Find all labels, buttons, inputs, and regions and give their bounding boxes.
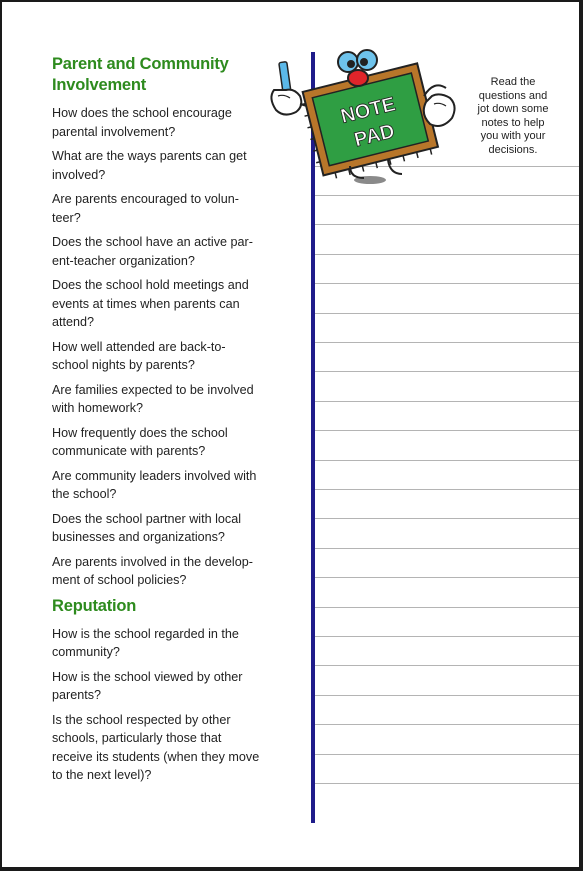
notepad-board [299, 63, 440, 182]
question-line: Are parents involved in the develop- [52, 554, 253, 569]
question-line: How is the school regarded in the [52, 626, 239, 641]
question-line: receive its students (when they move [52, 749, 260, 764]
note-line [315, 489, 579, 490]
question-item [52, 467, 280, 504]
question-line: communicate with parents? [52, 444, 206, 458]
question-line: Does the school have an active par- [52, 235, 253, 249]
note-line [315, 283, 579, 284]
question-line: with homework? [52, 401, 143, 415]
question-item [52, 104, 280, 141]
question-line: involved? [52, 167, 106, 182]
note-line [315, 224, 579, 225]
note-line [315, 460, 579, 461]
question-item [52, 147, 280, 184]
note-line [315, 371, 579, 372]
note-line [315, 577, 579, 578]
question-line: ment of school policies? [52, 573, 187, 587]
question-item [52, 711, 280, 785]
question-line: Is the school respected by other [52, 712, 231, 727]
instruction-line: questions and [478, 89, 548, 102]
question-item [52, 190, 280, 227]
right-glove-icon [424, 85, 455, 126]
question-item [52, 381, 280, 418]
note-line [315, 783, 579, 784]
heading-line: Involvement [52, 76, 147, 94]
note-line [315, 695, 579, 696]
question-line: Are parents encouraged to volun- [52, 192, 239, 206]
question-line: schools, particularly those that [52, 731, 222, 745]
note-line [315, 401, 579, 402]
instruction-line: notes to help [481, 116, 545, 129]
question-line: Are families expected to be involved [52, 382, 254, 397]
question-item [52, 510, 280, 547]
instruction-line: Read the [490, 76, 536, 88]
question-column [52, 54, 280, 791]
question-item [52, 338, 280, 375]
question-line: How is the school viewed by other [52, 669, 243, 684]
section-heading-reputation [52, 596, 280, 617]
note-line [315, 342, 579, 343]
question-line: businesses and organizations? [52, 530, 225, 544]
question-item [52, 625, 280, 662]
question-line: Are community leaders involved with [52, 468, 257, 483]
question-line: attend? [52, 315, 95, 329]
question-line: the school? [52, 487, 117, 501]
question-item [52, 668, 280, 705]
question-item [52, 553, 280, 590]
question-line: to the next level)? [52, 768, 152, 782]
question-item [52, 233, 280, 270]
question-line: How frequently does the school [52, 425, 228, 440]
notepad-sign-line2: PAD [351, 120, 397, 152]
note-line [315, 254, 579, 255]
section-heading-parent-involvement [52, 54, 280, 96]
notepad-sign-line1: NOTE [338, 93, 398, 129]
question-item [52, 276, 280, 332]
note-line [315, 518, 579, 519]
question-line: teer? [52, 210, 81, 225]
note-line [315, 313, 579, 314]
notepad-mascot-icon [264, 48, 464, 188]
question-line: What are the ways parents can get [52, 149, 247, 163]
question-line: parental involvement? [52, 124, 176, 139]
question-line: How well attended are back-to- [52, 339, 226, 354]
instruction-line: decisions. [488, 143, 538, 156]
note-line [315, 548, 579, 549]
notepad-instructions [467, 76, 559, 157]
question-line: parents? [52, 688, 102, 702]
question-line: community? [52, 645, 120, 659]
instruction-line: jot down some [477, 103, 549, 115]
note-line [315, 195, 579, 196]
note-line [315, 724, 579, 725]
heading-line: Reputation [52, 596, 137, 615]
note-line [315, 430, 579, 431]
instruction-line: you with your [480, 130, 546, 142]
question-line: How does the school encourage [52, 106, 232, 120]
question-line: ent-teacher organization? [52, 253, 195, 268]
heading-line: Parent and Community [52, 55, 229, 73]
note-line [315, 754, 579, 755]
question-line: school nights by parents? [52, 358, 195, 372]
note-line [315, 607, 579, 608]
question-line: Does the school hold meetings and [52, 278, 249, 292]
question-line: Does the school partner with local [52, 511, 242, 526]
note-line [315, 636, 579, 637]
note-line [315, 665, 579, 666]
question-item [52, 424, 280, 461]
question-line: events at times when parents can [52, 296, 240, 311]
